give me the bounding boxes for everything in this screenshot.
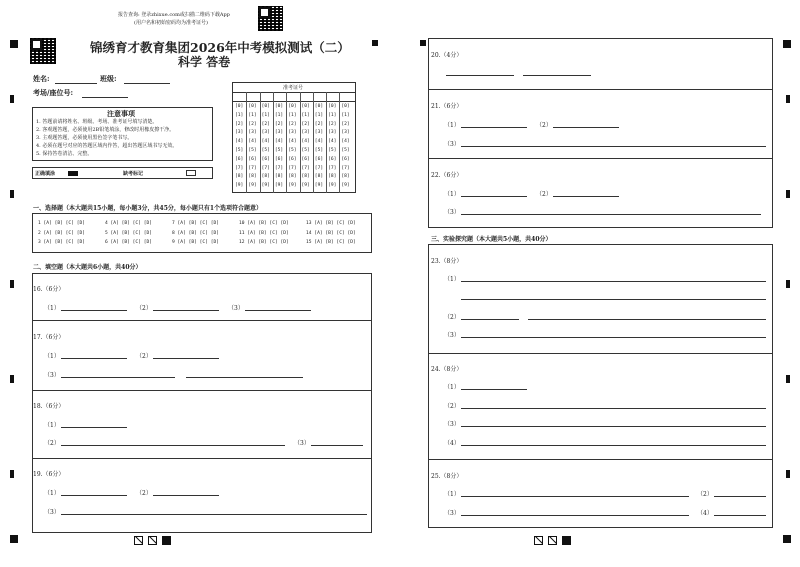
exam-id-bubble[interactable]: [4] [314, 139, 324, 145]
timing-mark [783, 535, 791, 543]
mc-answer-option[interactable]: 5 [A] [B] [C] [D] [105, 230, 153, 236]
exam-id-bubble[interactable]: [3] [235, 130, 244, 136]
exam-id-bubble[interactable]: [7] [314, 165, 324, 171]
q24-blank3-label: （3） [444, 421, 460, 428]
exam-id-bubble[interactable]: [0] [274, 104, 284, 109]
timing-mark [786, 470, 790, 478]
q16-blank3[interactable] [245, 310, 311, 311]
timing-mark [786, 280, 790, 288]
q19-blank1[interactable] [61, 495, 127, 496]
exam-id-bubble[interactable]: [5] [314, 148, 324, 153]
q20-label: 20.（4分） [431, 52, 463, 59]
q16-label: 16.（6分） [33, 286, 65, 293]
q23-25-box [428, 244, 773, 528]
exam-id-bubble[interactable]: [1] [301, 112, 310, 118]
mc-answer-option[interactable]: 6 [A] [B] [C] [D] [105, 240, 153, 245]
exam-id-bubble[interactable]: [4] [248, 139, 257, 145]
timing-mark [10, 95, 14, 103]
q22-label: 22.（6分） [431, 172, 463, 179]
exam-id-bubble[interactable]: [2] [235, 121, 244, 127]
q24-blank2-label: （2） [444, 403, 460, 410]
exam-id-bubble[interactable]: [9] [248, 183, 257, 189]
q23-blank3-label: （3） [444, 332, 460, 339]
q16-blank2-label: （2） [136, 305, 152, 312]
exam-id-bubble[interactable]: [9] [328, 183, 337, 189]
exam-id-bubble[interactable]: [2] [328, 121, 337, 127]
exam-id-bubble[interactable]: [0] [314, 104, 324, 109]
exam-id-bubble[interactable]: [3] [328, 130, 337, 136]
q25-blank1[interactable] [461, 496, 689, 497]
q20-blank2[interactable] [523, 75, 591, 76]
exam-id-bubble[interactable]: [2] [341, 121, 350, 127]
exam-id-bubble[interactable]: [0] [288, 104, 297, 109]
mc-answer-option[interactable]: 8 [A] [B] [C] [D] [172, 230, 220, 236]
section3-title: 三、实验探究题（本大题共5小题，共40分） [431, 236, 552, 243]
q21-blank2-label: （2） [536, 122, 552, 129]
q24-blank1[interactable] [461, 389, 527, 390]
exam-id-bubble[interactable]: [9] [274, 183, 284, 189]
note-item: 4. 必须在题号对应的答题区域内作答，超出答题区域书写无效。 [36, 143, 178, 149]
q22-blank1-label: （1） [444, 191, 460, 198]
exam-id-bubble[interactable]: [3] [288, 130, 297, 136]
timing-mark [10, 40, 18, 48]
q21-blank1-label: （1） [444, 122, 460, 129]
exam-id-grid [232, 82, 356, 193]
room-seat-field[interactable] [82, 97, 128, 98]
q25-blank4-label: （4） [697, 510, 713, 517]
report-notice-line2: (用户名和初始密码均为准考证号) [134, 20, 208, 26]
timing-mark [10, 470, 14, 478]
mc-answer-option[interactable]: 10 [A] [B] [C] [D] [239, 221, 289, 226]
q21-blank3[interactable] [461, 146, 766, 147]
bottom-marker-box [548, 536, 557, 545]
exam-id-bubble[interactable]: [1] [248, 112, 257, 118]
mc-answer-option[interactable]: 4 [A] [B] [C] [D] [105, 221, 153, 226]
exam-id-bubble[interactable]: [0] [328, 104, 337, 109]
exam-id-bubble[interactable]: [5] [301, 148, 310, 153]
q17-blank1-label: （1） [44, 353, 60, 360]
q23-blank1a[interactable] [461, 281, 766, 282]
timing-mark [372, 40, 378, 46]
q18-blank1-label: （1） [44, 422, 60, 429]
q16-blank2[interactable] [153, 310, 219, 311]
exam-id-bubble[interactable]: [5] [235, 148, 244, 153]
q25-label: 25.（8分） [431, 473, 463, 480]
exam-id-bubble[interactable]: [5] [288, 148, 297, 153]
q23-blank1-label: （1） [444, 276, 460, 283]
note-item: 1. 答题前请将姓名、班级、考场、准考证号填写清楚。 [36, 119, 158, 125]
exam-id-bubble[interactable]: [3] [301, 130, 310, 136]
bottom-marker-box [134, 536, 143, 545]
q22-blank3[interactable] [461, 214, 761, 215]
q19-blank3-label: （3） [44, 509, 60, 516]
exam-id-bubble[interactable]: [1] [274, 112, 284, 118]
exam-id-bubble[interactable]: [8] [261, 174, 270, 180]
exam-id-bubble[interactable]: [1] [314, 112, 324, 118]
exam-id-bubble[interactable]: [4] [341, 139, 350, 145]
exam-id-bubble[interactable]: [5] [261, 148, 270, 153]
exam-id-bubble[interactable]: [6] [341, 156, 350, 162]
correct-fill-sample [68, 171, 78, 176]
correct-fill-label: 正确填涂 [35, 171, 56, 177]
bottom-marker-solid [562, 536, 571, 545]
exam-id-bubble[interactable]: [4] [274, 139, 284, 145]
exam-id-bubble[interactable]: [1] [288, 112, 297, 118]
q24-blank4[interactable] [461, 445, 766, 446]
mc-answer-option[interactable]: 15 [A] [B] [C] [D] [306, 240, 356, 245]
bottom-marker-box [148, 536, 157, 545]
exam-id-bubble[interactable]: [1] [328, 112, 337, 118]
q17-blank3a[interactable] [61, 377, 175, 378]
q18-blank3-label: （3） [294, 440, 310, 447]
exam-id-bubble[interactable]: [8] [288, 174, 297, 180]
exam-id-bubble[interactable]: [7] [248, 165, 257, 171]
exam-id-bubble[interactable]: [6] [274, 156, 284, 162]
exam-id-bubble[interactable]: [5] [274, 148, 284, 153]
exam-id-bubble[interactable]: [4] [288, 139, 297, 145]
exam-id-bubble[interactable]: [2] [288, 121, 297, 127]
q18-blank1[interactable] [61, 427, 127, 428]
exam-id-bubble[interactable]: [6] [328, 156, 337, 162]
q20-blank1[interactable] [446, 75, 514, 76]
exam-id-bubble[interactable]: [7] [341, 165, 350, 171]
q24-label: 24.（8分） [431, 366, 463, 373]
exam-id-bubble[interactable]: [9] [288, 183, 297, 189]
exam-id-bubble[interactable]: [6] [261, 156, 270, 162]
q18-blank2[interactable] [61, 445, 285, 446]
report-notice-line1: 报告查询: 登录zhixue.com或扫描二维码下载App [118, 12, 230, 18]
q16-blank1-label: （1） [44, 305, 60, 312]
q23-blank2-label: （2） [444, 314, 460, 321]
q23-label: 23.（8分） [431, 258, 463, 265]
exam-id-bubble[interactable]: [9] [314, 183, 324, 189]
exam-id-bubble[interactable]: [2] [314, 121, 324, 127]
exam-id-bubble[interactable]: [3] [261, 130, 270, 136]
exam-id-bubble[interactable]: [3] [341, 130, 350, 136]
q18-label: 18.（6分） [33, 403, 65, 410]
name-field[interactable] [55, 83, 97, 84]
q21-blank2[interactable] [553, 127, 619, 128]
q22-blank1[interactable] [461, 196, 527, 197]
exam-id-bubble[interactable]: [8] [235, 174, 244, 180]
fill-sample-box [32, 167, 213, 179]
exam-id-bubble[interactable]: [7] [301, 165, 310, 171]
exam-id-bubble[interactable]: [3] [274, 130, 284, 136]
q25-blank1-label: （1） [444, 491, 460, 498]
exam-id-bubble[interactable]: [8] [341, 174, 350, 180]
exam-id-bubble[interactable]: [4] [261, 139, 270, 145]
q19-blank1-label: （1） [44, 490, 60, 497]
exam-id-bubble[interactable]: [0] [341, 104, 350, 109]
mc-answer-option[interactable]: 11 [A] [B] [C] [D] [239, 230, 289, 236]
absent-mark-label: 缺考标记 [123, 171, 144, 177]
q21-label: 21.（6分） [431, 103, 463, 110]
exam-id-bubble[interactable]: [7] [288, 165, 297, 171]
exam-id-bubble[interactable]: [2] [248, 121, 257, 127]
timing-mark [10, 280, 14, 288]
q18-blank3[interactable] [311, 445, 363, 446]
q22-blank2-label: （2） [536, 191, 552, 198]
timing-mark [420, 40, 426, 46]
mc-answer-option[interactable]: 14 [A] [B] [C] [D] [306, 230, 356, 236]
q24-blank2[interactable] [461, 408, 766, 409]
qr-code [258, 6, 283, 31]
q22-blank3-label: （3） [444, 209, 460, 216]
mc-answer-option[interactable]: 13 [A] [B] [C] [D] [306, 221, 356, 226]
q17-blank2[interactable] [153, 358, 219, 359]
exam-id-bubble[interactable]: [7] [274, 165, 284, 171]
q22-blank2[interactable] [553, 196, 619, 197]
timing-mark [783, 40, 791, 48]
exam-id-bubble[interactable]: [7] [328, 165, 337, 171]
notes-box [32, 107, 213, 161]
q23-blank2b[interactable] [528, 319, 766, 320]
exam-id-bubble[interactable]: [3] [314, 130, 324, 136]
class-label: 班级: [100, 74, 117, 83]
q16-blank3-label: （3） [228, 305, 244, 312]
q23-blank2[interactable] [461, 319, 519, 320]
q25-blank3-label: （3） [444, 510, 460, 517]
exam-id-bubble[interactable]: [0] [261, 104, 270, 109]
exam-id-bubble[interactable]: [1] [341, 112, 350, 118]
page-title: 锦绣育才教育集团2026年中考模拟测试（二） [90, 40, 350, 55]
q18-blank2-label: （2） [44, 440, 60, 447]
exam-id-label: 准考证号 [283, 85, 304, 91]
exam-id-bubble[interactable]: [0] [301, 104, 310, 109]
exam-id-bubble[interactable]: [9] [301, 183, 310, 189]
q17-label: 17.（6分） [33, 334, 65, 341]
exam-id-bubble[interactable]: [8] [314, 174, 324, 180]
bottom-marker-box [534, 536, 543, 545]
q24-blank1-label: （1） [444, 384, 460, 391]
exam-id-bubble[interactable]: [3] [248, 130, 257, 136]
q24-blank4-label: （4） [444, 440, 460, 447]
name-label: 姓名: [33, 74, 50, 83]
class-field[interactable] [124, 83, 170, 84]
exam-id-bubble[interactable]: [7] [235, 165, 244, 171]
exam-id-bubble[interactable]: [9] [341, 183, 350, 189]
exam-id-bubble[interactable]: [2] [301, 121, 310, 127]
timing-mark [10, 190, 14, 198]
timing-mark [786, 95, 790, 103]
q21-blank3-label: （3） [444, 141, 460, 148]
q17-blank3b[interactable] [186, 377, 303, 378]
exam-id-bubble[interactable]: [5] [341, 148, 350, 153]
q17-blank1[interactable] [61, 358, 127, 359]
exam-id-bubble[interactable]: [2] [274, 121, 284, 127]
q25-blank2-label: （2） [697, 491, 713, 498]
timing-mark [10, 535, 18, 543]
exam-id-bubble[interactable]: [2] [261, 121, 270, 127]
q23-blank3[interactable] [461, 337, 766, 338]
note-item: 5. 保持答卷清洁、完整。 [36, 151, 93, 157]
q17-blank3-label: （3） [44, 372, 60, 379]
timing-mark [10, 375, 14, 383]
exam-id-bubble[interactable]: [0] [235, 104, 244, 109]
q16-box [32, 273, 372, 533]
q19-label: 19.（6分） [33, 471, 65, 478]
exam-id-bubble[interactable]: [6] [288, 156, 297, 162]
exam-id-bubble[interactable]: [4] [235, 139, 244, 145]
exam-id-bubble[interactable]: [6] [314, 156, 324, 162]
exam-id-bubble[interactable]: [9] [261, 183, 270, 189]
exam-id-bubble[interactable]: [8] [328, 174, 337, 180]
mc-answer-option[interactable]: 12 [A] [B] [C] [D] [239, 240, 289, 245]
exam-id-bubble[interactable]: [1] [235, 112, 244, 118]
mc-answer-option[interactable]: 9 [A] [B] [C] [D] [172, 240, 220, 245]
bottom-marker-solid [162, 536, 171, 545]
exam-id-bubble[interactable]: [4] [328, 139, 337, 145]
room-seat-label: 考场/座位号: [33, 88, 74, 97]
mc-answer-option[interactable]: 7 [A] [B] [C] [D] [172, 221, 220, 226]
mc-answer-option[interactable]: 3 [A] [B] [C] [D] [38, 240, 86, 245]
exam-id-bubble[interactable]: [6] [235, 156, 244, 162]
q19-blank3[interactable] [61, 514, 367, 515]
exam-id-bubble[interactable]: [9] [235, 183, 244, 189]
exam-id-bubble[interactable]: [8] [274, 174, 284, 180]
timing-mark [786, 375, 790, 383]
note-item: 3. 主观题答题，必须使用黑色签字笔书写。 [36, 135, 133, 141]
q25-blank4[interactable] [714, 515, 766, 516]
mc-answer-box [32, 213, 372, 253]
section1-title: 一、选择题（本大题共15小题，每小题3分，共45分，每小题只有1个选项符合题意） [33, 205, 263, 212]
q25-blank2[interactable] [714, 496, 766, 497]
q16-blank1[interactable] [61, 310, 127, 311]
exam-id-bubble[interactable]: [4] [301, 139, 310, 145]
q23-blank1b[interactable] [461, 299, 766, 300]
exam-id-bubble[interactable]: [5] [248, 148, 257, 153]
exam-id-bubble[interactable]: [8] [248, 174, 257, 180]
section2-title: 二、填空题（本大题共6小题，共40分） [33, 264, 142, 271]
exam-id-bubble[interactable]: [1] [261, 112, 270, 118]
page-subtitle: 科学 答卷 [178, 55, 231, 69]
q24-blank3[interactable] [461, 426, 766, 427]
q17-blank2-label: （2） [136, 353, 152, 360]
exam-id-bubble[interactable]: [6] [248, 156, 257, 162]
exam-id-bubble[interactable]: [0] [248, 104, 257, 109]
absent-mark-checkbox[interactable] [186, 170, 196, 176]
notes-title: 注意事项 [107, 109, 135, 118]
note-item: 2. 客观题答题，必须使用2B铅笔填涂，修改时用橡皮擦干净。 [36, 127, 175, 133]
exam-id-bubble[interactable]: [6] [301, 156, 310, 162]
q19-blank2-label: （2） [136, 490, 152, 497]
mc-answer-option[interactable]: 2 [A] [B] [C] [D] [38, 230, 86, 236]
q19-blank2[interactable] [153, 495, 219, 496]
q21-blank1[interactable] [461, 127, 527, 128]
exam-id-bubble[interactable]: [7] [261, 165, 270, 171]
qr-code [30, 38, 56, 64]
q20-22-box [428, 38, 773, 228]
timing-mark [786, 190, 790, 198]
mc-answer-option[interactable]: 1 [A] [B] [C] [D] [38, 221, 86, 226]
exam-id-bubble[interactable]: [8] [301, 174, 310, 180]
exam-id-bubble[interactable]: [5] [328, 148, 337, 153]
q25-blank3[interactable] [461, 515, 689, 516]
